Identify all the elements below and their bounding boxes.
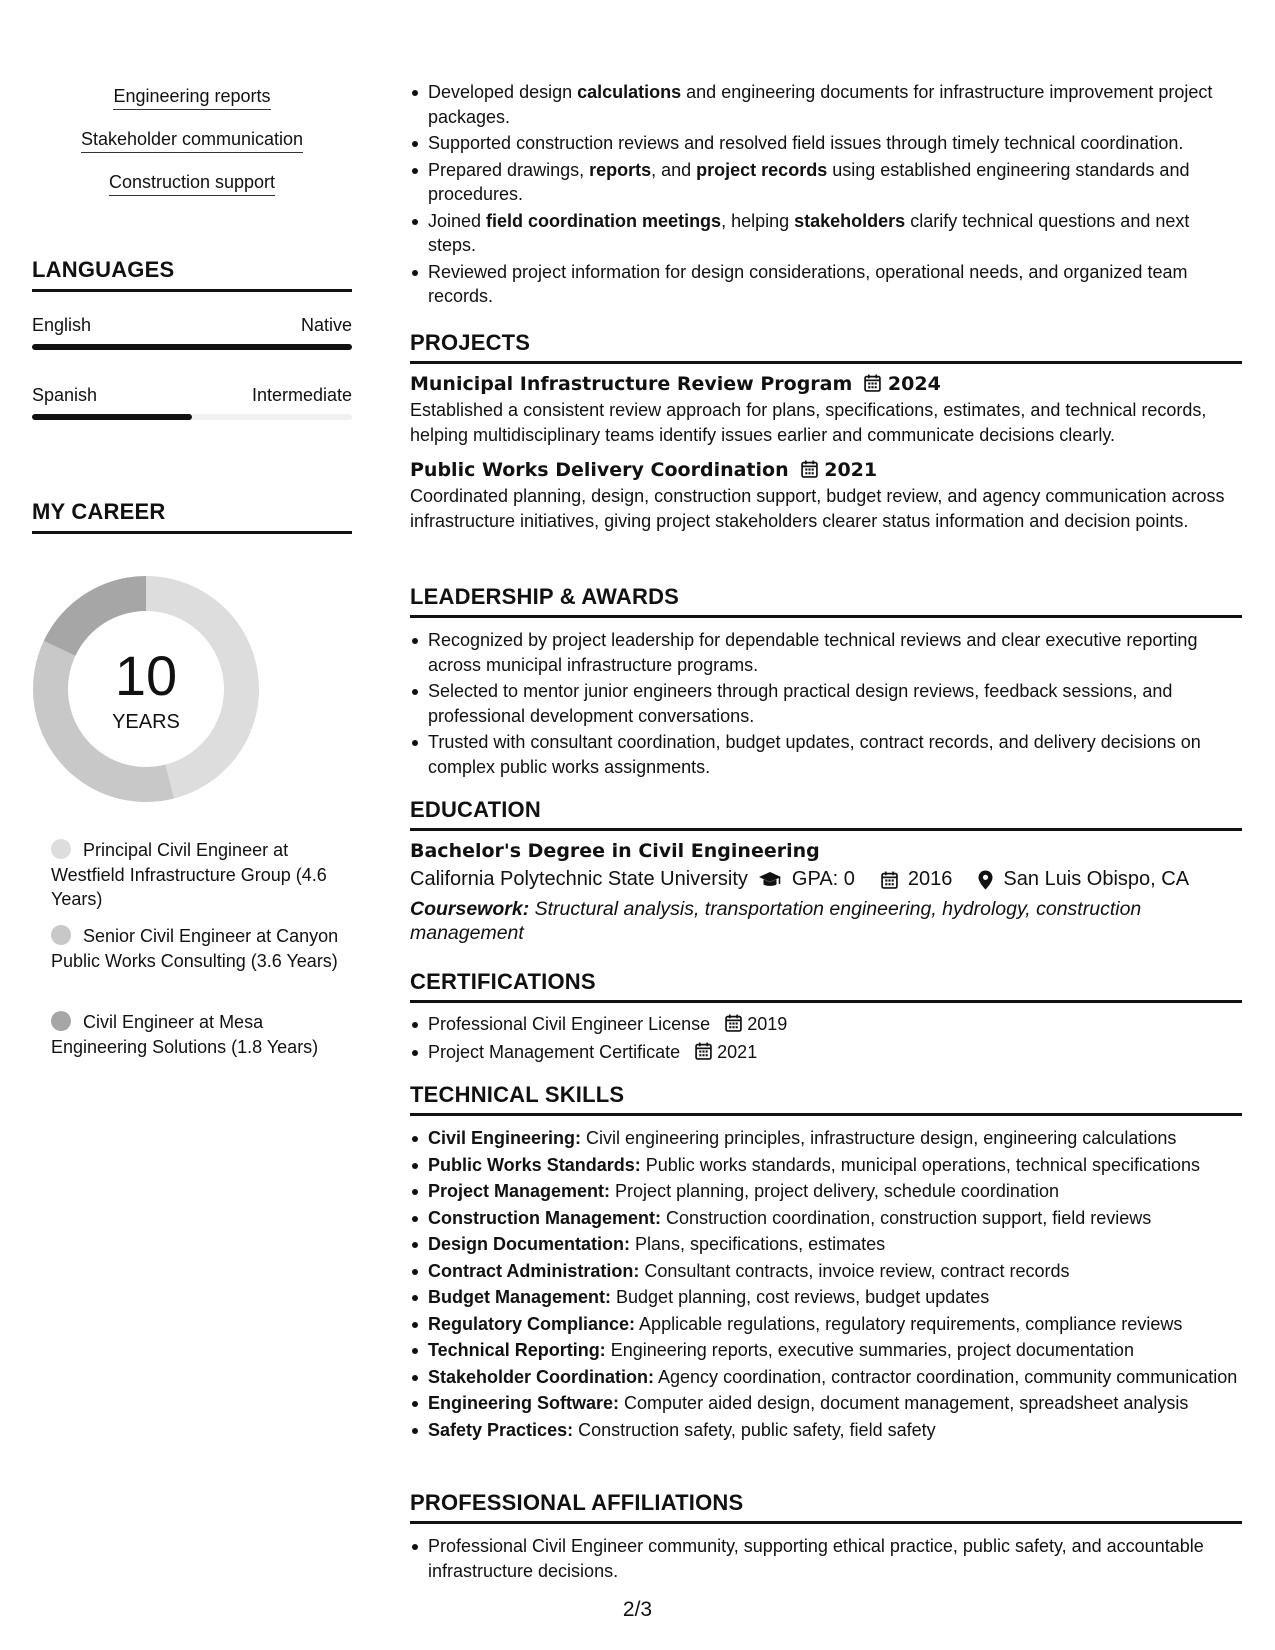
certification-year: 2019 (747, 1014, 788, 1034)
skill-label: Technical Reporting: (428, 1340, 606, 1360)
calendar-icon (881, 871, 898, 889)
graduation-year: 2016 (907, 868, 953, 890)
language-bar (32, 344, 352, 350)
skill-label: Safety Practices: (428, 1419, 574, 1440)
language-bar-fill (32, 414, 192, 420)
skill-label: Construction Management: (428, 1207, 662, 1228)
graduation-cap-icon (758, 871, 782, 889)
coursework (410, 897, 1242, 945)
section-heading: CERTIFICATIONS (410, 969, 1242, 1003)
language-name: English (32, 315, 92, 335)
coursework-text: Structural analysis, transportation engineering, hydrology, construction management (410, 898, 1142, 944)
project-description: Coordinated planning, design, construction support, budget review, and agency communication across infrastructure initiatives, giving project stakeholders clearer status information and decision points. (410, 486, 1225, 531)
project-title: Municipal Infrastructure Review Program (410, 373, 853, 395)
leadership-bullet: Recognized by project leadership for dependable technical reviews and clear executive reporting across municipal infrastructure programs. (410, 628, 1242, 677)
project-date: 2021 (801, 459, 878, 481)
skill-label: Contract Administration: (428, 1260, 640, 1281)
affiliations-list (410, 1534, 1242, 1583)
technical-skills-list (410, 1126, 1242, 1442)
skill-item: Design Documentation: Plans, specifications, estimates (410, 1232, 1242, 1257)
skill-label: Stakeholder Coordination: (428, 1366, 655, 1387)
legend-dot (51, 839, 71, 859)
career-entry: Senior Civil Engineer at Canyon Public Works Consulting (3.6 Years) (51, 926, 339, 971)
legend-dot (51, 925, 71, 945)
experience-section (410, 80, 1242, 311)
skill-label: Public Works Standards: (428, 1154, 641, 1175)
calendar-icon (801, 460, 818, 478)
certification-item: Professional Civil Engineer License 2019 (410, 1012, 1242, 1037)
affiliation-item: Professional Civil Engineer community, supporting ethical practice, public safety, and accountable infrastructure decisions. (410, 1534, 1242, 1583)
project-title: Public Works Delivery Coordination (410, 459, 789, 481)
experience-bullets (410, 80, 1242, 309)
project-item (410, 373, 1242, 447)
skill-item: Budget Management: Budget planning, cost reviews, budget updates (410, 1285, 1242, 1310)
skill-tag: Stakeholder communication (32, 129, 352, 150)
page-number: 2/3 (622, 1598, 653, 1621)
certifications-section (410, 969, 1242, 1066)
skill-tag: Engineering reports (32, 86, 352, 107)
language-name: Spanish (32, 385, 98, 405)
career-total-years: 10 (114, 644, 178, 707)
career-entry: Principal Civil Engineer at Westfield Infrastructure Group (4.6 Years) (51, 840, 327, 909)
calendar-icon (864, 374, 881, 392)
technical-skills-section (410, 1082, 1242, 1444)
experience-bullet: Joined field coordination meetings, helping stakeholders clarify technical questions and next steps. (410, 209, 1242, 258)
skill-label: Budget Management: (428, 1287, 612, 1307)
school-location: San Luis Obispo, CA (1003, 868, 1190, 890)
certification-item: Project Management Certificate 2021 (410, 1040, 1242, 1065)
skill-label: Design Documentation: (428, 1234, 631, 1254)
calendar-icon (725, 1014, 742, 1032)
project-description: Established a consistent review approach for plans, specifications, estimates, and technical records, helping multidisciplinary teams identify issues earlier and communicate decisions clearly. (410, 400, 1207, 445)
skill-item: Civil Engineering: Civil engineering principles, infrastructure design, engineering calculations (410, 1126, 1242, 1151)
skill-item: Technical Reporting: Engineering reports, executive summaries, project documentation (410, 1338, 1242, 1363)
skill-tag: Construction support (32, 172, 352, 193)
section-heading: PROFESSIONAL AFFILIATIONS (410, 1490, 1242, 1524)
skill-label: Regulatory Compliance: (428, 1313, 636, 1334)
project-date: 2024 (864, 373, 941, 395)
section-heading: LEADERSHIP & AWARDS (410, 584, 1242, 618)
degree-title: Bachelor's Degree in Civil Engineering (410, 840, 820, 862)
leadership-bullet: Selected to mentor junior engineers through practical design reviews, feedback sessions, and professional development conversations. (410, 679, 1242, 728)
projects-section (410, 330, 1242, 533)
language-bar-fill (32, 344, 352, 350)
language-level: Native (300, 315, 352, 335)
leadership-bullets (410, 628, 1242, 779)
leadership-section (410, 584, 1242, 781)
section-heading: EDUCATION (410, 797, 1242, 831)
skill-item: Regulatory Compliance: Applicable regulations, regulatory requirements, compliance reviews (410, 1312, 1242, 1337)
language-level: Intermediate (251, 385, 352, 405)
experience-bullet: Developed design calculations and engineering documents for infrastructure improvement project packages. (410, 80, 1242, 129)
skill-item: Engineering Software: Computer aided design, document management, spreadsheet analysis (410, 1391, 1242, 1416)
skill-item: Stakeholder Coordination: Agency coordination, contractor coordination, community communication (410, 1365, 1242, 1390)
career-total-unit: YEARS (112, 711, 180, 733)
experience-bullet: Reviewed project information for design considerations, operational needs, and organized team records. (410, 260, 1242, 309)
skill-item: Contract Administration: Consultant contracts, invoice review, contract records (410, 1259, 1242, 1284)
certifications-list (410, 1012, 1242, 1064)
coursework-label: Coursework: (410, 898, 530, 920)
affiliations-section (410, 1490, 1242, 1585)
experience-bullet: Supported construction reviews and resolved field issues through timely technical coordination. (410, 131, 1242, 156)
calendar-icon (695, 1042, 712, 1060)
skill-item: Construction Management: Construction coordination, construction support, field reviews (410, 1206, 1242, 1231)
education-details (410, 868, 1242, 891)
skill-item: Public Works Standards: Public works standards, municipal operations, technical specifications (410, 1153, 1242, 1178)
education-section (410, 797, 1242, 945)
section-heading: TECHNICAL SKILLS (410, 1082, 1242, 1116)
experience-bullet: Prepared drawings, reports, and project records using established engineering standards and procedures. (410, 158, 1242, 207)
skill-label: Civil Engineering: (428, 1128, 582, 1148)
skill-label: Engineering Software: (428, 1393, 620, 1413)
skill-item: Safety Practices: Construction safety, public safety, field safety (410, 1418, 1242, 1443)
career-heading: MY CAREER (32, 499, 352, 534)
gpa: GPA: 0 (791, 868, 855, 890)
leadership-bullet: Trusted with consultant coordination, budget updates, contract records, and delivery decisions on complex public works assignments. (410, 730, 1242, 779)
project-item (410, 459, 1242, 533)
skill-item: Project Management: Project planning, project delivery, schedule coordination (410, 1179, 1242, 1204)
section-heading: PROJECTS (410, 330, 1242, 364)
map-pin-icon (978, 870, 993, 890)
legend-dot (51, 1011, 71, 1031)
school-name: California Polytechnic State University (410, 868, 748, 890)
languages-heading: LANGUAGES (32, 257, 352, 292)
career-entry: Civil Engineer at Mesa Engineering Solutions (1.8 Years) (51, 1012, 319, 1057)
language-bar (32, 414, 352, 420)
skill-label: Project Management: (428, 1181, 611, 1201)
certification-year: 2021 (717, 1041, 758, 1062)
